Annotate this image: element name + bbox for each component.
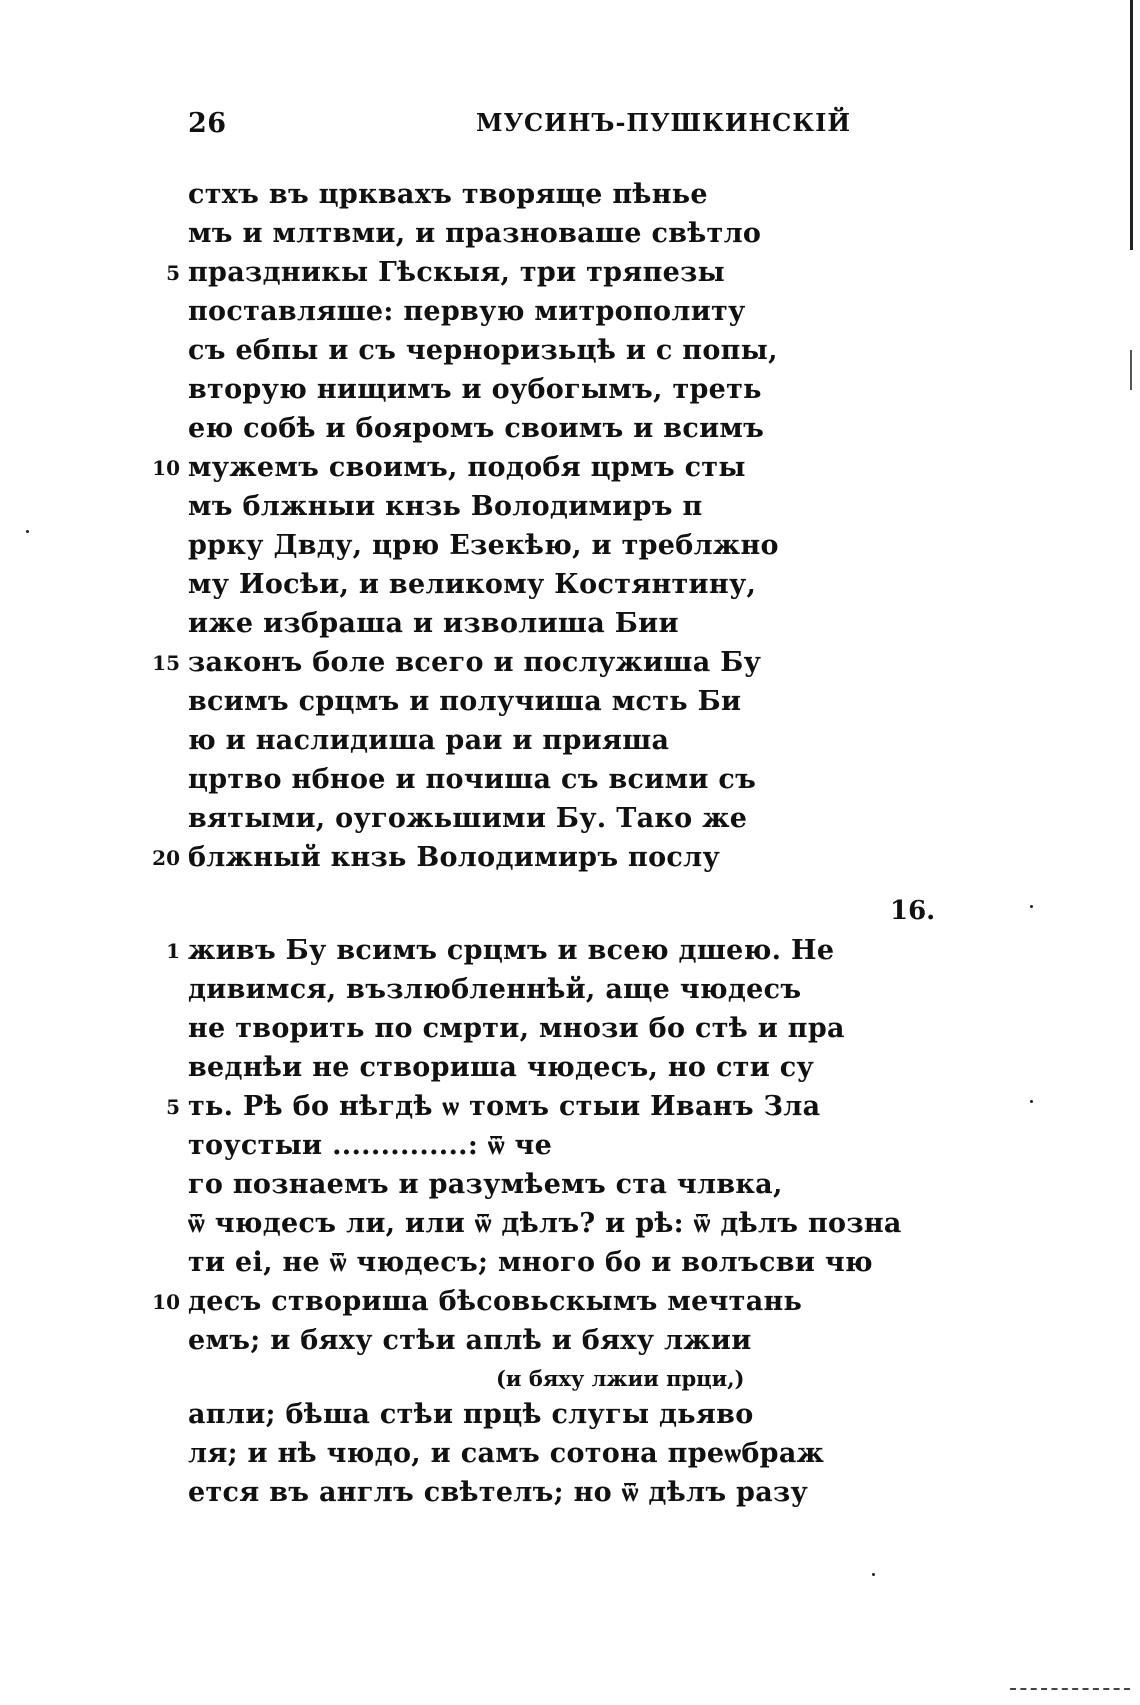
text-line: поставляше: первую митрополиту [188, 296, 746, 327]
line-number: 10 [152, 456, 180, 480]
scan-speck [1030, 905, 1033, 908]
text-line: мъ блжныи кнзь Володимиръ п [188, 491, 703, 522]
scan-speck [26, 530, 29, 533]
text-line: ть. Рѣ бо нѣгдѣ ѡ томъ стыи Иванъ Зла [188, 1091, 821, 1122]
text-line: апли; бѣша стѣи прцѣ слугы дьяво [188, 1399, 754, 1430]
text-line: ля; и нѣ чюдо, и самъ сотона преѡбраж [188, 1438, 825, 1469]
line-number: 1 [166, 939, 180, 963]
line-number: 15 [152, 651, 180, 675]
text-line: вятыми, оугожьшими Бу. Тако же [188, 803, 748, 834]
text-line: не творить по смрти, мнози бо стѣ и пра [188, 1013, 845, 1044]
text-line: му Иосѣи, и великому Костянтину, [188, 569, 757, 600]
running-title: МУСИНЪ-ПУШКИНСКІЙ [476, 108, 852, 137]
text-line: праздникы Гѣскыя, три тряпезы [188, 257, 726, 288]
text-line: блжный кнзь Володимиръ послу [188, 842, 721, 873]
text-line: дивимся, възлюбленнѣй, аще чюдесъ [188, 974, 802, 1005]
text-line: съ ебпы и съ черноризьцѣ и с попы, [188, 335, 778, 366]
text-line: тоустыи ..............: ѿ че [188, 1130, 553, 1161]
scan-edge-line [1130, 350, 1132, 390]
text-line: мъ и млтвми, и празноваше свѣтло [188, 218, 762, 249]
scan-speck [1030, 1100, 1033, 1103]
line-number: 5 [166, 261, 180, 285]
text-line: ррку Двду, црю Езекѣю, и треблжно [188, 530, 779, 561]
text-line: ти еі, не ѿ чюдесъ; много бо и волъсви чю [188, 1247, 873, 1278]
text-line: го познаемъ и разумѣемъ ста члвка, [188, 1169, 783, 1200]
text-line: вторую нищимъ и оубогымъ, треть [188, 374, 762, 405]
text-line: всимъ срцмъ и получиша мсть Би [188, 686, 742, 717]
text-line: емъ; и бяху стѣи аплѣ и бяху лжии [188, 1325, 752, 1356]
text-line: веднѣи не створиша чюдесъ, но сти су [188, 1052, 815, 1083]
text-line: живъ Бу всимъ срцмъ и всею дшею. Не [188, 935, 835, 966]
text-line: мужемъ своимъ, подобя црмъ сты [188, 452, 746, 483]
text-line: десъ створиша бѣсовьскымъ мечтань [188, 1286, 803, 1317]
scan-speck [872, 1573, 875, 1576]
section-marker: 16. [890, 896, 936, 926]
page-number: 26 [188, 108, 227, 139]
interlinear-note: (и бяху лжии прци,) [496, 1366, 745, 1391]
scan-edge-line [1130, 0, 1133, 250]
text-line: ю и наслидиша раи и прияша [188, 725, 670, 756]
scan-edge-dashes [1010, 1688, 1130, 1690]
text-line: стхъ въ црквахъ творяще пѣнье [188, 179, 708, 210]
line-number: 10 [152, 1290, 180, 1314]
text-line: ется въ англъ свѣтелъ; но ѿ дѣлъ разу [188, 1477, 809, 1508]
text-line: ѿ чюдесъ ли, или ѿ дѣлъ? и рѣ: ѿ дѣлъ позна [188, 1208, 902, 1239]
text-line: ею собѣ и бояромъ своимъ и всимъ [188, 413, 765, 444]
text-line: законъ боле всего и послужиша Бу [188, 647, 762, 678]
line-number: 5 [166, 1095, 180, 1119]
line-number: 20 [152, 846, 180, 870]
text-line: иже избраша и изволиша Бии [188, 608, 679, 639]
text-line: цртво нбное и почиша съ всими съ [188, 764, 757, 795]
